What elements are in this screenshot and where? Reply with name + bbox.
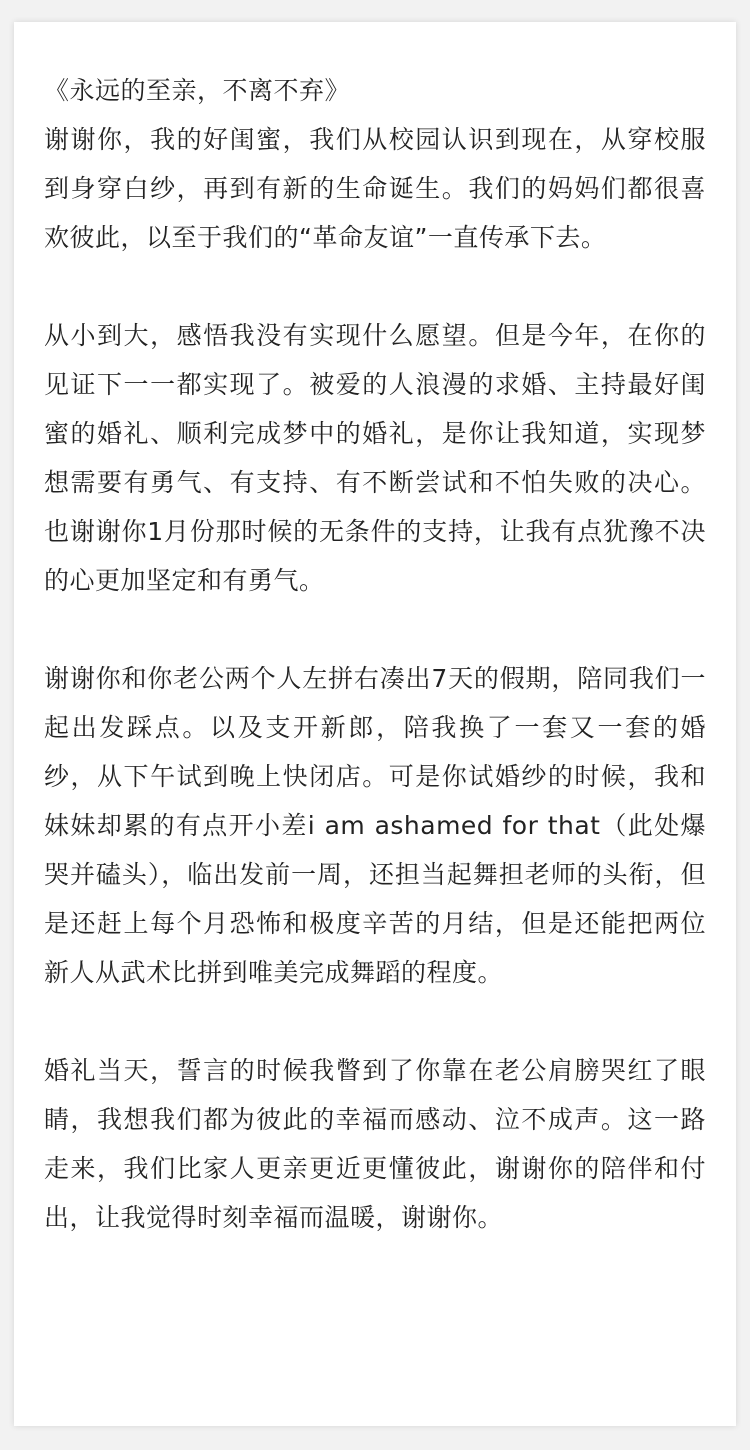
letter-title: 《永远的至亲，不离不弃》 [44, 76, 351, 105]
paragraph-friendship: 谢谢你，我的好闺蜜，我们从校园认识到现在，从穿校服到身穿白纱，再到有新的生命诞生。我们的妈妈们都很喜欢彼此，以至于我们的“革命友谊”一直传承下去。 [44, 125, 706, 252]
paragraph-preparation: 谢谢你和你老公两个人左拼右凑出7天的假期，陪同我们一起出发踩点。以及支开新郎，陪我换了一套又一套的婚纱，从下午试到晚上快闭店。可是你试婚纱的时候，我和妹妹却累的有点开小差i am ashamed for that（此处爆哭并磕头），临出发前一周，还担当起舞担老师的头衔，但是还赶上每个月恐怖和极度辛苦的月结，但是还能把两位新人从武术比拼到唯美完成舞蹈的程度。 [44, 664, 706, 987]
letter-body [44, 66, 706, 1242]
paragraph-wedding-day: 婚礼当天，誓言的时候我瞥到了你靠在老公肩膀哭红了眼睛，我想我们都为彼此的幸福而感动、泣不成声。这一路走来，我们比家人更亲更近更懂彼此，谢谢你的陪伴和付出，让我觉得时刻幸福而温暖，谢谢你。 [44, 1056, 706, 1232]
paragraph-dreams: 从小到大，感悟我没有实现什么愿望。但是今年，在你的见证下一一都实现了。被爱的人浪漫的求婚、主持最好闺蜜的婚礼、顺利完成梦中的婚礼，是你让我知道，实现梦想需要有勇气、有支持、有不断尝试和不怕失败的决心。也谢谢你1月份那时候的无条件的支持，让我有点犹豫不决的心更加坚定和有勇气。 [44, 321, 706, 595]
letter-card [14, 22, 736, 1426]
